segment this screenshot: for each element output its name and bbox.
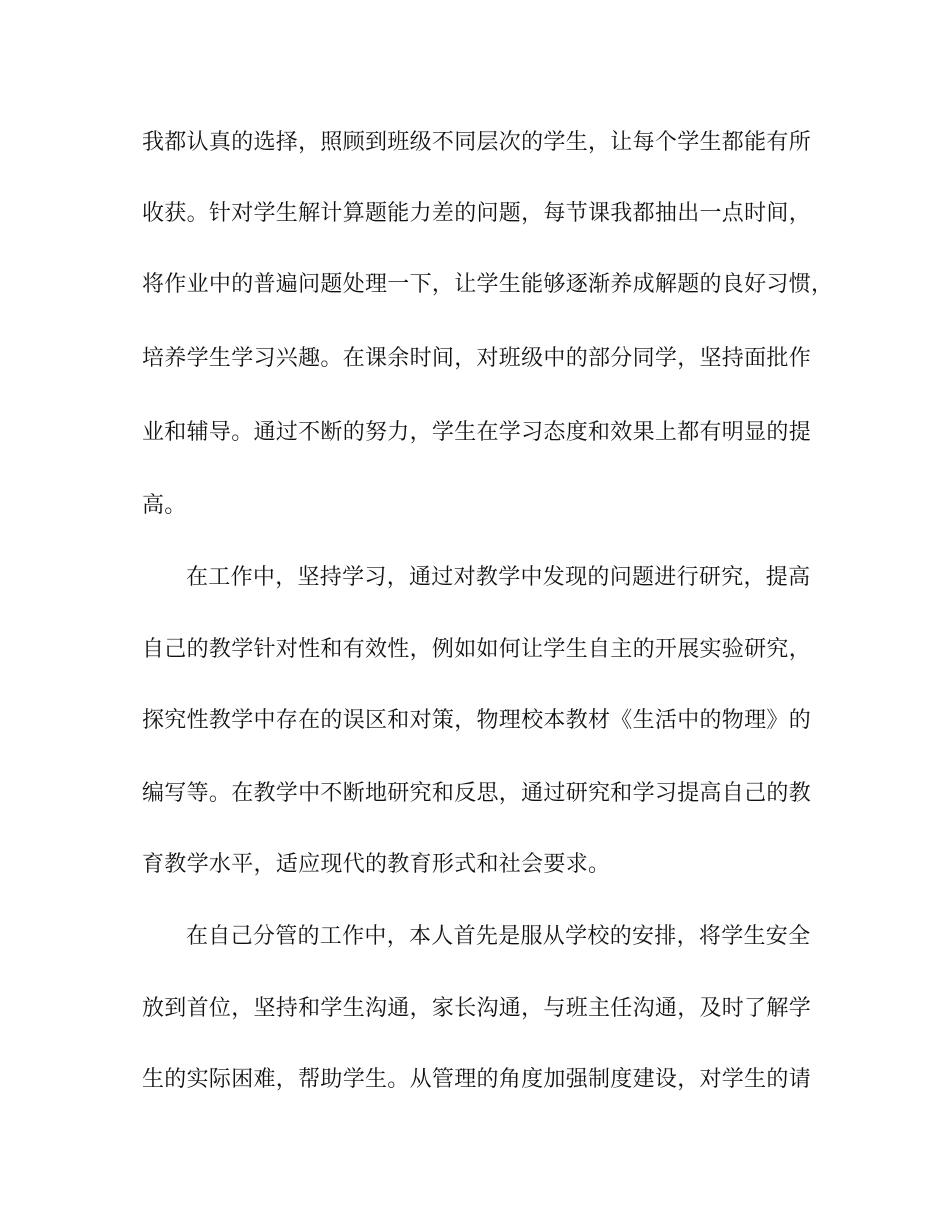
text-line: 高。 [142, 493, 187, 518]
text-line: 将作业中的普遍问题处理一下，让学生能够逐渐养成解题的良好习惯， [142, 272, 834, 297]
text-line: 自己的教学针对性和有效性，例如如何让学生自主的开展实验研究， [142, 637, 812, 662]
text-line: 育教学水平，适应现代的教育形式和社会要求。 [142, 852, 611, 877]
text-line: 收获。针对学生解计算题能力差的问题，每节课我都抽出一点时间， [142, 201, 812, 226]
text-line: 生的实际困难，帮助学生。从管理的角度加强制度建设，对学生的请 [142, 1067, 812, 1092]
paragraph-start-line: 在自己分管的工作中，本人首先是服从学校的安排，将学生安全 [186, 924, 811, 949]
text-line: 放到首位，坚持和学生沟通，家长沟通，与班主任沟通，及时了解学 [142, 996, 812, 1021]
text-line: 培养学生学习兴趣。在课余时间，对班级中的部分同学，坚持面批作 [142, 346, 812, 371]
text-line: 我都认真的选择，照顾到班级不同层次的学生，让每个学生都能有所 [142, 130, 812, 155]
text-line: 探究性教学中存在的误区和对策，物理校本教材《生活中的物理》的 [142, 708, 812, 733]
text-line: 编写等。在教学中不断地研究和反思，通过研究和学习提高自己的教 [142, 781, 812, 806]
paragraph-start-line: 在工作中，坚持学习，通过对教学中发现的问题进行研究，提高 [186, 565, 811, 590]
text-line: 业和辅导。通过不断的努力，学生在学习态度和效果上都有明显的提 [142, 420, 812, 445]
